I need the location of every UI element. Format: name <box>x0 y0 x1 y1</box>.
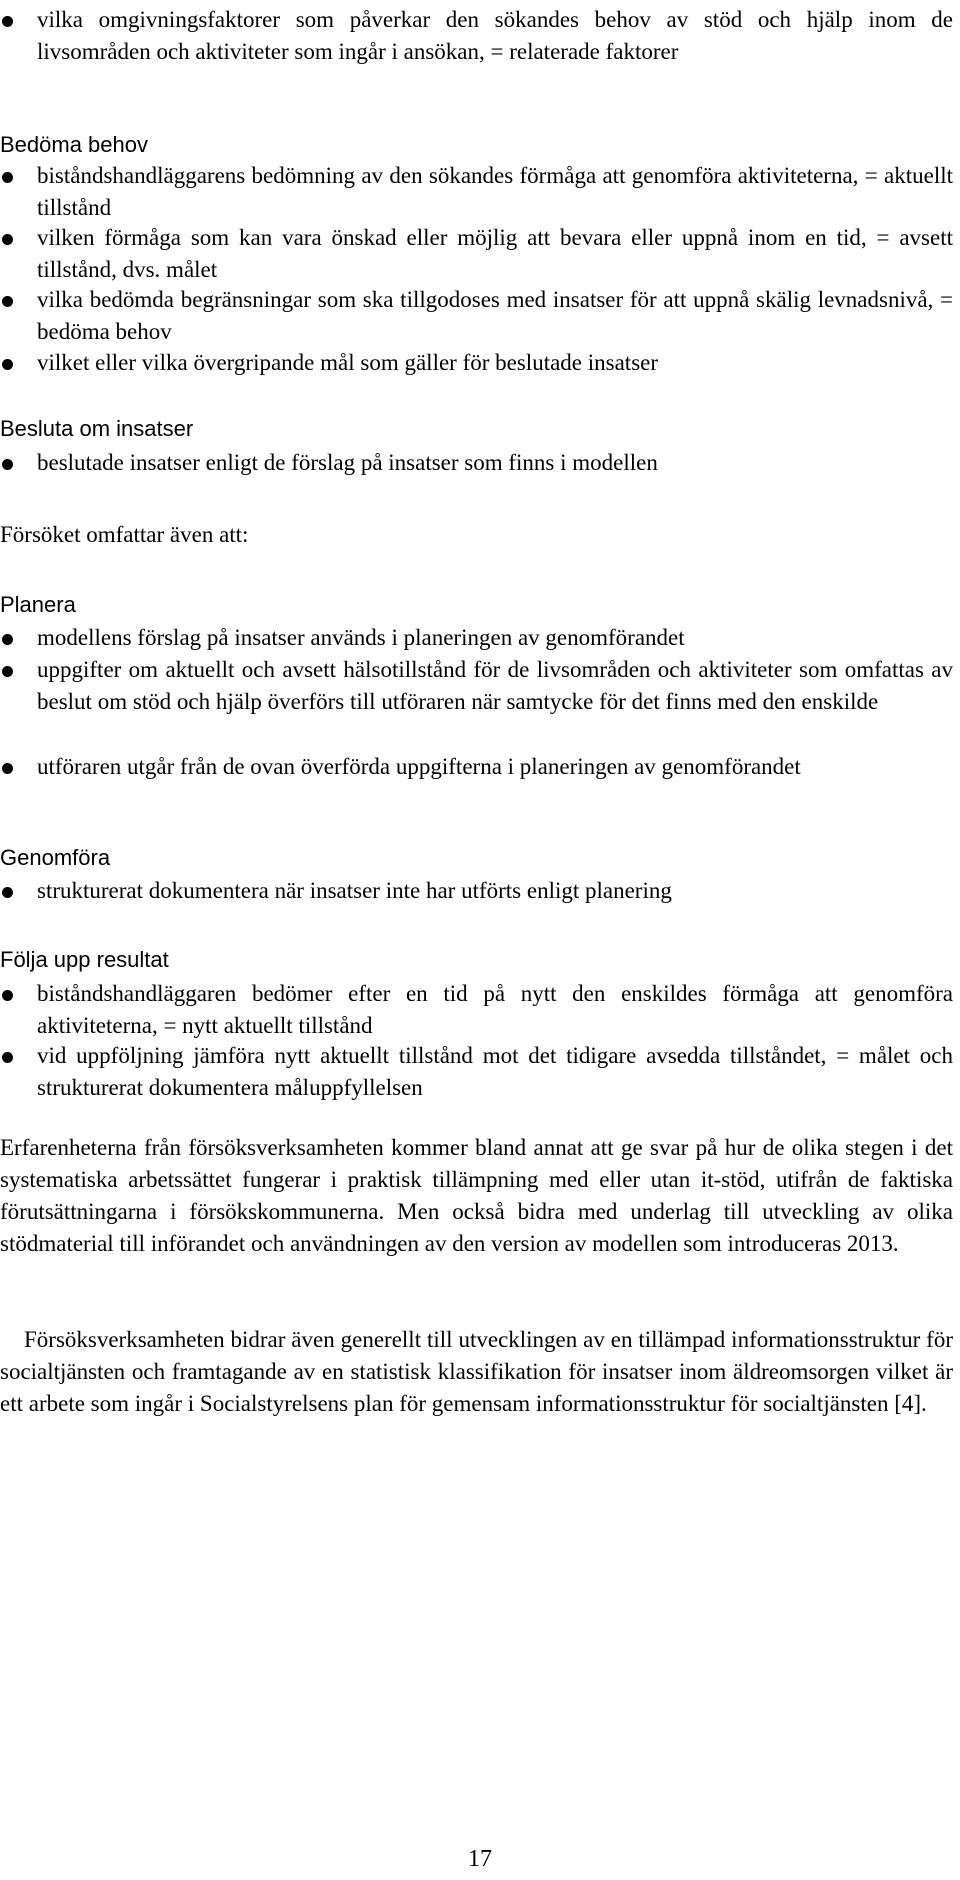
bullet-item: modellens förslag på insatser används i planeringen av genomförandet <box>0 622 953 654</box>
heading-genomfora: Genomföra <box>0 845 111 870</box>
bullet-dot-icon <box>2 1052 13 1063</box>
bullet-item: biståndshandläggaren bedömer efter en tid på nytt den enskildes förmåga att genomföra aktiviteterna, = nytt aktuellt tillstånd <box>0 978 953 1042</box>
heading-planera: Planera <box>0 592 76 617</box>
bullet-dot-icon <box>2 359 13 370</box>
bullet-dot-icon <box>2 887 13 898</box>
bullet-item: vilka omgivningsfaktorer som påverkar den sökandes behov av stöd och hjälp inom de livsområden och aktiviteter som ingår i ansökan, = relaterade faktorer <box>0 4 953 68</box>
bullet-item: biståndshandläggarens bedömning av den sökandes förmåga att genomföra aktiviteterna, = aktuellt tillstånd <box>0 160 953 224</box>
bullet-item: vilken förmåga som kan vara önskad eller möjlig att bevara eller uppnå inom en tid, = avsett tillstånd, dvs. målet <box>0 222 953 286</box>
bullet-item: strukturerat dokumentera när insatser inte har utförts enligt planering <box>0 875 953 907</box>
bullet-item: vid uppföljning jämföra nytt aktuellt tillstånd mot det tidigare avsedda tillståndet, = målet och strukturerat dokumentera måluppfyllelsen <box>0 1040 953 1104</box>
bullet-item: vilket eller vilka övergripande mål som gäller för beslutade insatser <box>0 347 953 379</box>
bullet-dot-icon <box>2 296 13 307</box>
page-number: 17 <box>468 1846 492 1872</box>
body-paragraph: Erfarenheterna från försöksverksamheten kommer bland annat att ge svar på hur de olika stegen i det systematiska arbetssättet fungerar i praktisk tillämpning med eller utan it-stöd, utifrån de faktiska förutsättningarna i försökskommunerna. Men också bidra med underlag till utveckling av olika stödmaterial till införandet och användningen av den version av modellen som introduceras 2013. <box>0 1135 953 1256</box>
bullet-dot-icon <box>2 763 13 774</box>
heading-besluta-om-insatser: Besluta om insatser <box>0 416 194 441</box>
bullet-item: vilka bedömda begränsningar som ska tillgodoses med insatser för att uppnå skälig levnadsnivå, = bedöma behov <box>0 284 953 348</box>
heading-folja-upp-resultat: Följa upp resultat <box>0 947 169 972</box>
bullet-item: beslutade insatser enligt de förslag på insatser som finns i modellen <box>0 447 953 479</box>
bullet-item: uppgifter om aktuellt och avsett hälsotillstånd för de livsområden och aktiviteter som omfattas av beslut om stöd och hjälp överförs till utföraren när samtycke för det finns med den enskilde <box>0 654 953 718</box>
intro-line: Försöket omfattar även att: <box>0 522 249 547</box>
bullet-dot-icon <box>2 16 13 27</box>
body-paragraph: Försöksverksamheten bidrar även generellt till utvecklingen av en tillämpad informationsstruktur för socialtjänsten och framtagande av en statistisk klassifikation för insatser inom äldreomsorgen vilket är ett arbete som ingår i Socialstyrelsens plan för gemensam informationsstruktur för socialtjänsten [4]. <box>0 1327 953 1416</box>
bullet-dot-icon <box>2 666 13 677</box>
bullet-dot-icon <box>2 990 13 1001</box>
bullet-dot-icon <box>2 459 13 470</box>
bullet-dot-icon <box>2 172 13 183</box>
bullet-dot-icon <box>2 634 13 645</box>
bullet-dot-icon <box>2 234 13 245</box>
bullet-item: utföraren utgår från de ovan överförda uppgifterna i planeringen av genomförandet <box>0 751 953 783</box>
heading-bedoma-behov: Bedöma behov <box>0 132 148 157</box>
